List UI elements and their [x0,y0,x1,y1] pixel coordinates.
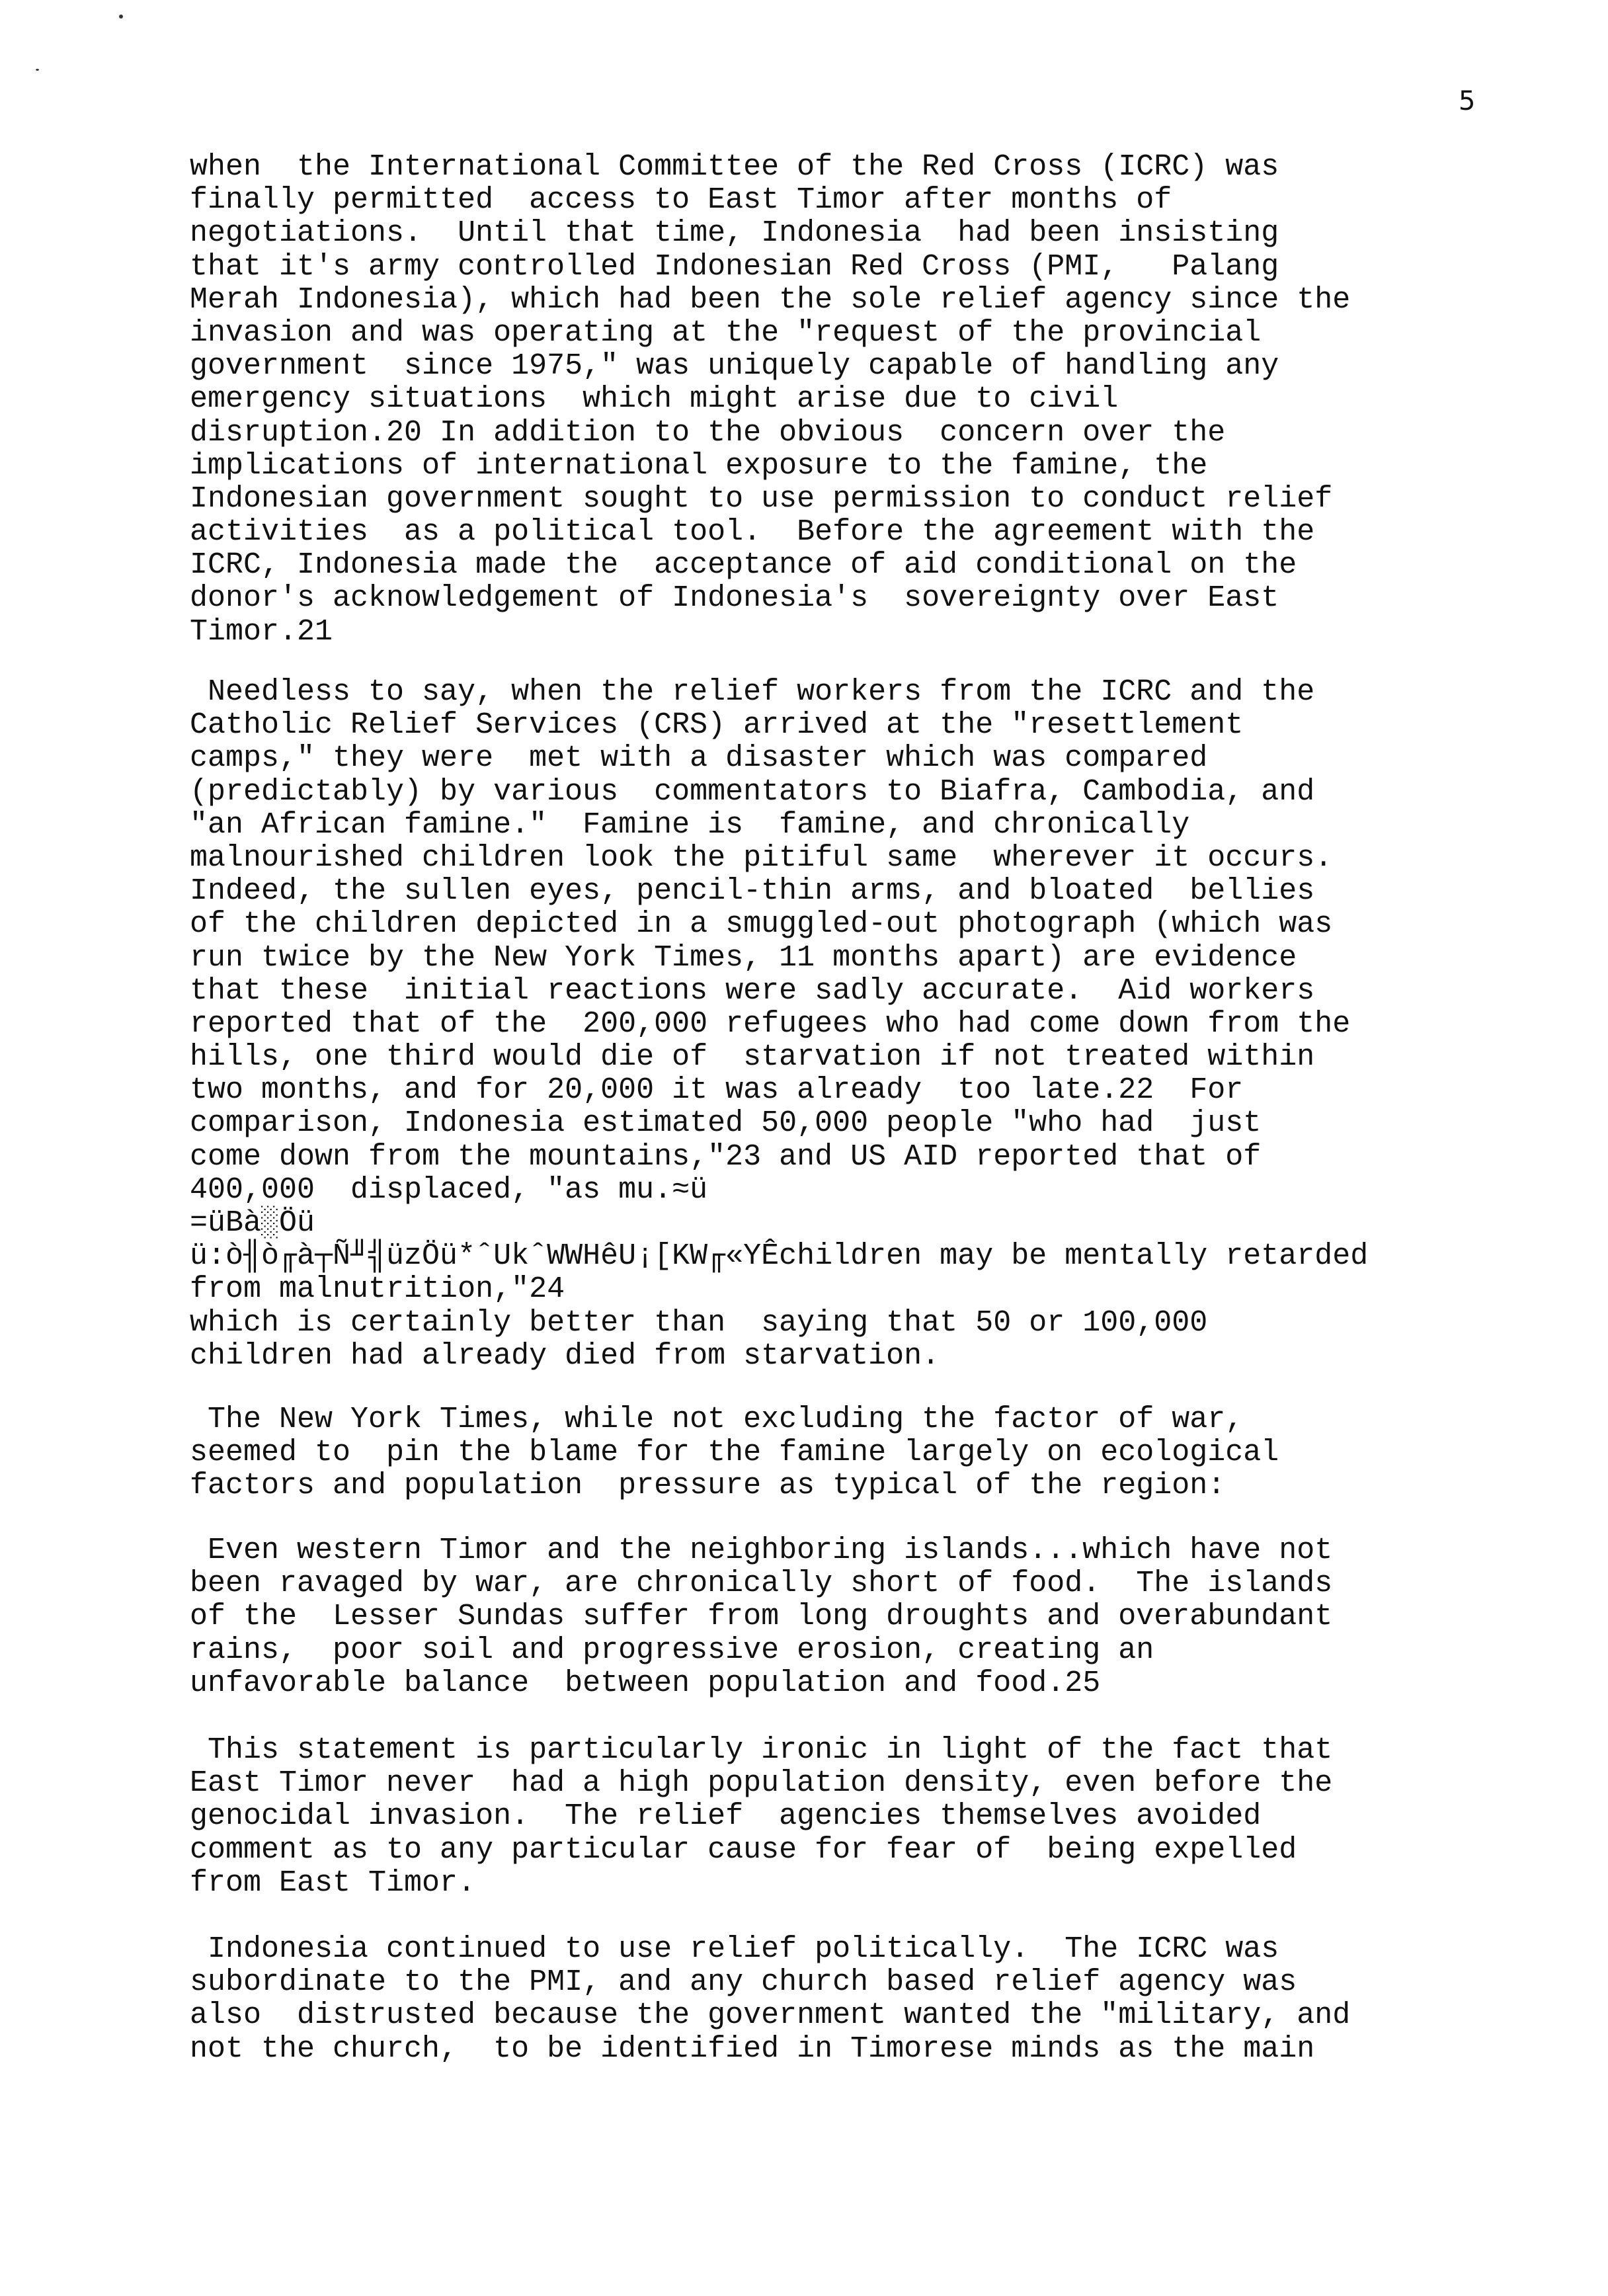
text-line: finally permitted access to East Timor after months of [190,183,1172,218]
text-line: not the church, to be identified in Timorese minds as the main [190,2031,1315,2066]
text-line: Even western Timor and the neighboring islands...which have not [190,1534,1333,1567]
text-line: Catholic Relief Services (CRS) arrived at the "resettlement [190,708,1244,743]
text-line: Needless to say, when the relief workers from the ICRC and the [190,675,1315,709]
text-line: genocidal invasion. The relief agencies themselves avoided [190,1799,1262,1834]
text-line: disruption.20 In addition to the obvious concern over the [190,415,1226,450]
text-line: government since 1975," was uniquely capable of handling any [190,349,1279,384]
text-line: emergency situations which might arise due to civil [190,382,1119,417]
text-line: (predictably) by various commentators to Biafra, Cambodia, and [190,774,1315,809]
scan-speck [119,15,123,19]
paragraph-5 [190,1933,1565,2066]
text-line: malnourished children look the pitiful same wherever it occurs. [190,840,1333,875]
text-line: Indonesia continued to use relief politically. The ICRC was [190,1932,1279,1966]
text-line: also distrusted because the government wanted the "military, and [190,1998,1351,2033]
text-line: donor's acknowledgement of Indonesia's sovereignty over East [190,581,1279,616]
paragraph-4 [190,1734,1565,1900]
text-line: The New York Times, while not excluding the factor of war, [190,1403,1244,1436]
text-line: East Timor never had a high population density, even before the [190,1766,1333,1801]
text-line: Indeed, the sullen eyes, pencil-thin arms, and bloated bellies [190,874,1315,909]
text-line: from East Timor. [190,1866,476,1900]
text-line: 400,000 displaced, "as mu.≈ü [190,1172,708,1207]
text-line: ü:ò╢ò╓à┬Ñ╜╣üzÖü*ˆUkˆWWHêU¡[KW╓«YÊchildren may be mentally retarded [190,1239,1369,1274]
text-line: Timor.21 [190,614,333,649]
paragraph-1 [190,151,1565,649]
block-quote [190,1534,1565,1700]
text-line: of the children depicted in a smuggled-out photograph (which was [190,907,1333,942]
text-line: that it's army controlled Indonesian Red Cross (PMI, Palang [190,249,1279,284]
text-line: comment as to any particular cause for fear of being expelled [190,1832,1297,1867]
text-line: from malnutrition,"24 [190,1272,565,1307]
text-line: comparison, Indonesia estimated 50,000 people "who had just [190,1106,1262,1141]
text-line: when the International Committee of the Red Cross (ICRC) was [190,150,1279,184]
text-line: unfavorable balance between population and food.25 [190,1666,1101,1700]
text-line: negotiations. Until that time, Indonesia had been insisting [190,216,1279,251]
text-line: ICRC, Indonesia made the acceptance of aid conditional on the [190,548,1297,583]
text-line: that these initial reactions were sadly accurate. Aid workers [190,973,1315,1008]
text-line: activities as a political tool. Before the agreement with the [190,515,1315,550]
text-line: Merah Indonesia), which had been the sole relief agency since the [190,282,1351,317]
text-line: hills, one third would die of starvation if not treated within [190,1040,1315,1075]
text-line: reported that of the 200,000 refugees who had come down from the [190,1006,1351,1041]
page-number: 5 [1459,86,1476,116]
paragraph-3 [190,1403,1565,1503]
text-line: invasion and was operating at the "request of the provincial [190,315,1262,350]
text-line: of the Lesser Sundas suffer from long droughts and overabundant [190,1600,1333,1634]
text-line: children had already died from starvation. [190,1338,940,1373]
text-line: seemed to pin the blame for the famine largely on ecological [190,1436,1279,1470]
text-line: camps," they were met with a disaster which was compared [190,741,1208,776]
text-line: subordinate to the PMI, and any church based relief agency was [190,1965,1297,2000]
text-line: implications of international exposure to the famine, the [190,448,1208,483]
text-line: =üBà░Öü [190,1206,315,1240]
text-line: This statement is particularly ironic in light of the fact that [190,1733,1333,1767]
text-line: Indonesian government sought to use permission to conduct relief [190,481,1333,516]
scan-speck [36,69,39,71]
text-line: "an African famine." Famine is famine, and chronically [190,807,1190,842]
text-line: factors and population pressure as typical of the region: [190,1469,1226,1503]
text-line: come down from the mountains,"23 and US AID reported that of [190,1139,1262,1174]
text-line: which is certainly better than saying that 50 or 100,000 [190,1305,1208,1340]
text-line: run twice by the New York Times, 11 months apart) are evidence [190,940,1297,975]
text-line: two months, and for 20,000 it was already too late.22 For [190,1073,1244,1108]
text-line: rains, poor soil and progressive erosion, creating an [190,1633,1154,1667]
text-line: been ravaged by war, are chronically short of food. The islands [190,1567,1333,1601]
paragraph-2 [190,676,1565,1373]
